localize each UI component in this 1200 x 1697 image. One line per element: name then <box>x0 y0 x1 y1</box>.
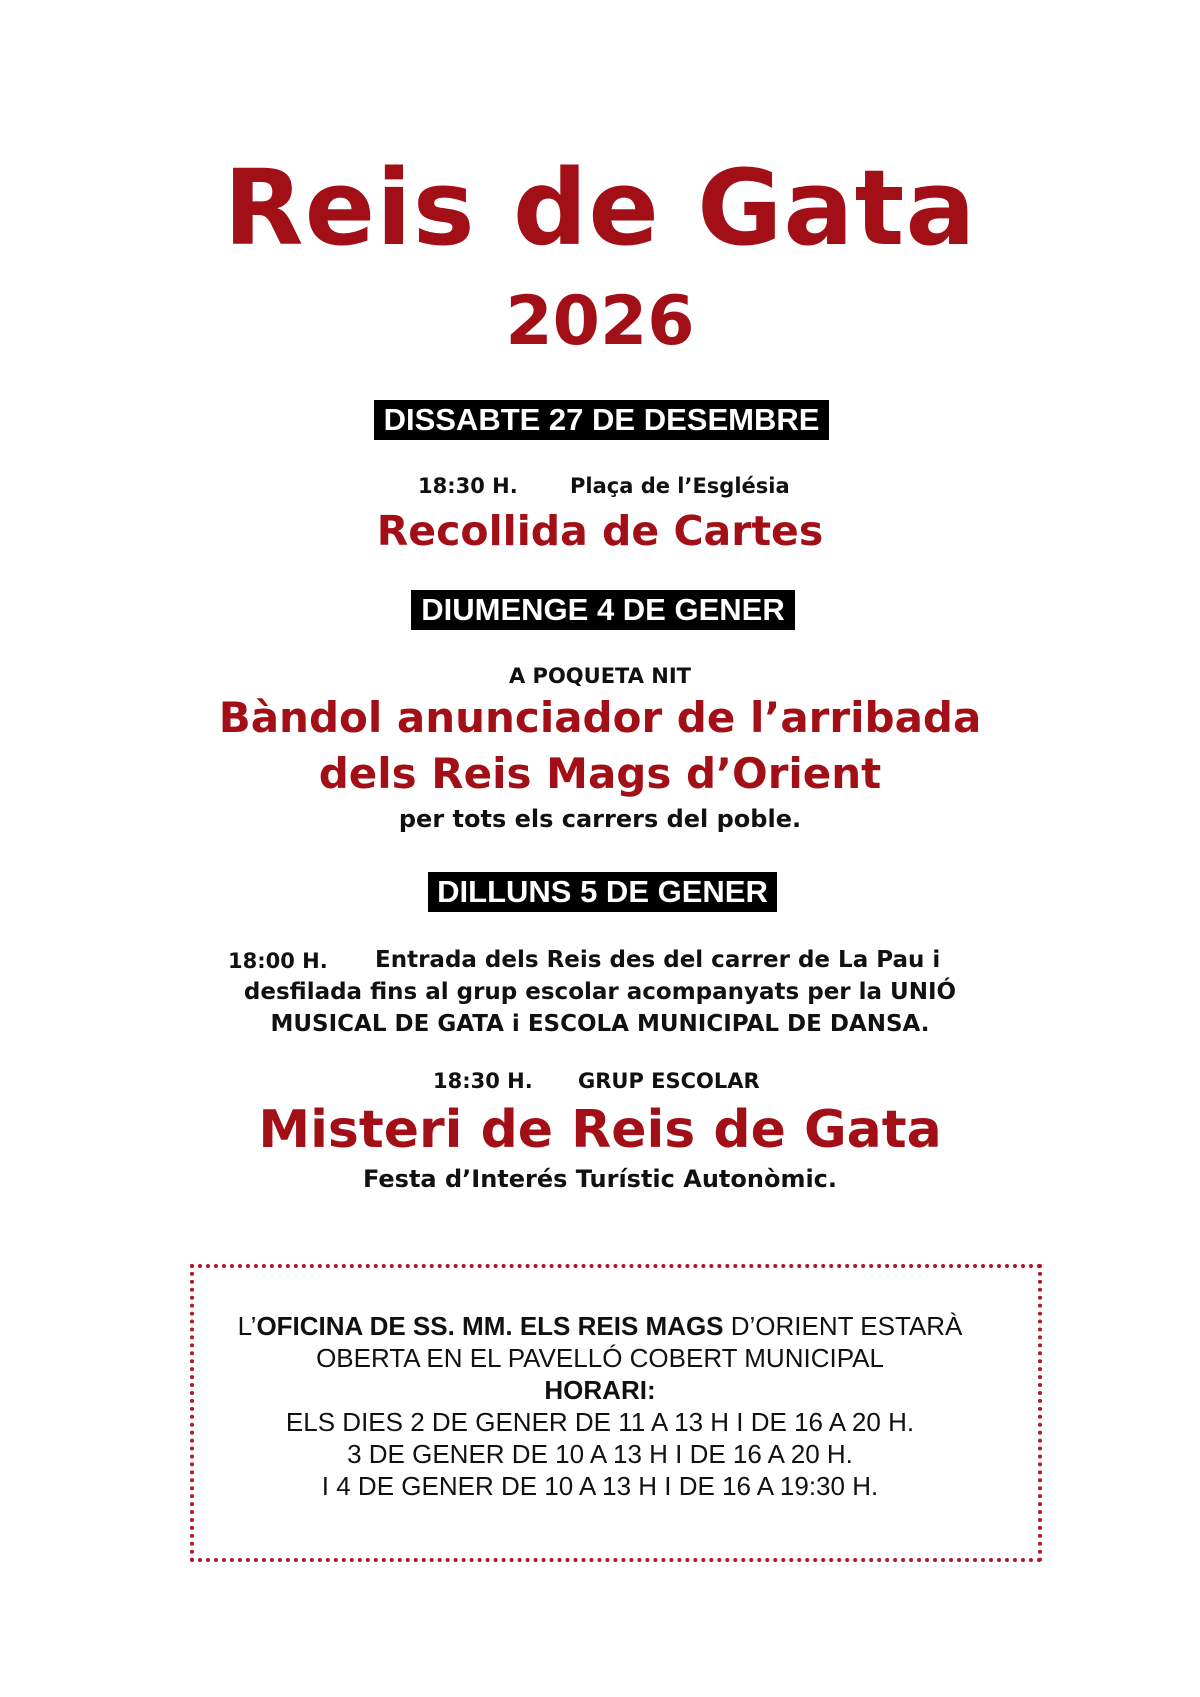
page-year: 2026 <box>505 282 695 361</box>
day-header-monday: DILLUNS 5 DE GENER <box>428 872 777 912</box>
notice-line-1-prefix: L’ <box>237 1311 257 1341</box>
event-title-bandol-line2: dels Reis Mags d’Orient <box>318 749 882 798</box>
notice-line-1-suffix: D’ORIENT ESTARÀ <box>723 1311 963 1341</box>
event-time: 18:00 H. <box>228 949 328 973</box>
notice-schedule-line: I 4 DE GENER DE 10 A 13 H I DE 16 A 19:30 H. <box>321 1471 879 1501</box>
event-title-recollida: Recollida de Cartes <box>376 507 824 555</box>
event-time: 18:30 H. <box>418 474 518 498</box>
event-place: Plaça de l’Església <box>570 474 790 498</box>
event-title-misteri: Misteri de Reis de Gata <box>258 1100 942 1160</box>
event-place: GRUP ESCOLAR <box>578 1069 760 1093</box>
event-text-entrada-line1: Entrada dels Reis des del carrer de La Pau i <box>375 947 941 973</box>
day-header-sunday: DIUMENGE 4 DE GENER <box>411 590 795 630</box>
event-when: A POQUETA NIT <box>508 664 692 688</box>
event-title-bandol-line1: Bàndol anunciador de l’arribada <box>218 693 982 742</box>
notice-schedule-heading: HORARI: <box>544 1375 656 1405</box>
day-header-saturday: DISSABTE 27 DE DESEMBRE <box>374 400 829 440</box>
notice-line-1-bold: OFICINA DE SS. MM. ELS REIS MAGS <box>256 1311 724 1341</box>
event-text-entrada-line2: desfilada fins al grup escolar acompanyats per la UNIÓ <box>243 979 957 1005</box>
notice-line-1 <box>0 1310 1200 1342</box>
page-title: Reis de Gata <box>223 147 977 269</box>
notice-schedule-line: ELS DIES 2 DE GENER DE 11 A 13 H I DE 16 A 20 H. <box>285 1407 915 1437</box>
notice-schedule-line: 3 DE GENER DE 10 A 13 H I DE 16 A 20 H. <box>347 1439 853 1469</box>
event-subtitle-bandol: per tots els carrers del poble. <box>398 805 802 833</box>
event-text-entrada-line3: MUSICAL DE GATA i ESCOLA MUNICIPAL DE DANSA. <box>270 1011 930 1037</box>
event-subtitle-misteri: Festa d’Interés Turístic Autonòmic. <box>362 1165 838 1193</box>
notice-line-2: OBERTA EN EL PAVELLÓ COBERT MUNICIPAL <box>316 1343 884 1373</box>
event-time: 18:30 H. <box>433 1069 533 1093</box>
